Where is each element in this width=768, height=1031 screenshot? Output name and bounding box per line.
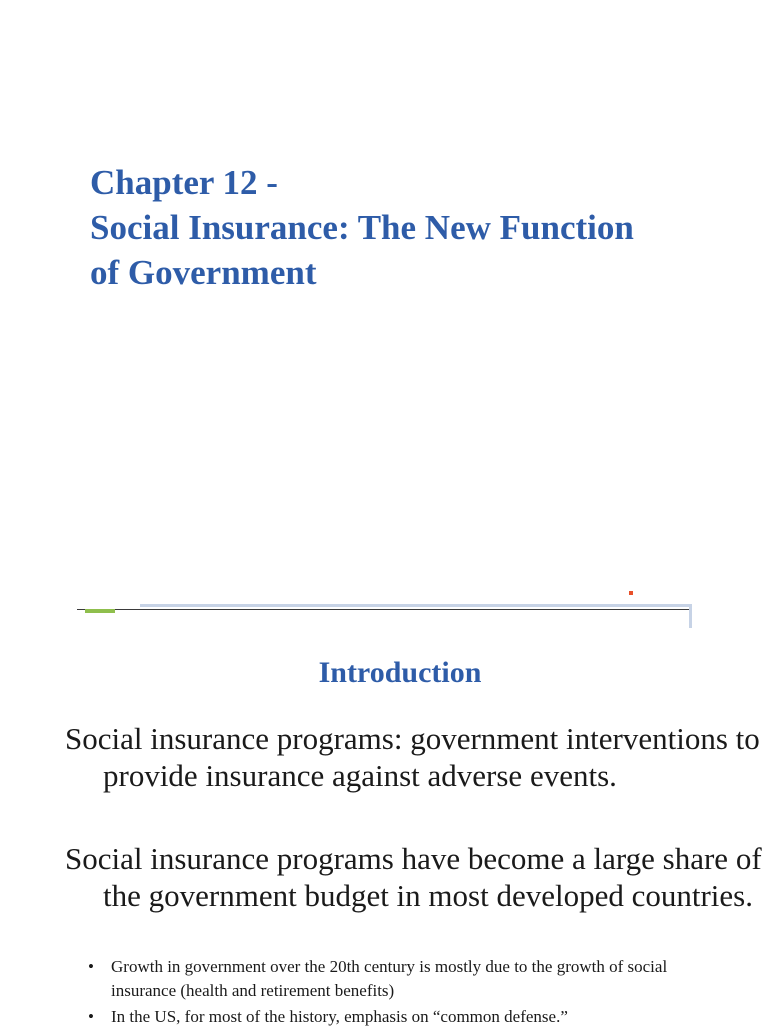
title-line: of Government [90,253,317,292]
slide-divider-accent [85,609,115,613]
body-paragraph: Social insurance programs have become a large share of the government budget in most developed countries. [65,841,762,913]
slide-divider-tick [689,606,692,628]
slide-divider-line [77,609,691,610]
body-paragraph: Social insurance programs: government interventions to provide insurance against adverse events. [65,721,760,793]
bullet-list [88,955,728,1031]
title-line: Chapter 12 - [90,163,278,202]
section-heading: Introduction [318,656,482,689]
bullet-item [88,955,728,1003]
bullet-marker: • [88,1007,94,1026]
title-line: Social Insurance: The New Function [90,208,634,247]
slide-marker-dot [629,591,633,595]
bullet-marker: • [88,957,94,976]
bullet-text: Growth in government over the 20th century is mostly due to the growth of social insurance (health and retirement benefits) [111,957,668,1000]
bullet-text: In the US, for most of the history, emphasis on “common defense.” [111,1007,568,1026]
slide-title [90,160,730,295]
slide-divider-light [140,604,692,607]
bullet-item [88,1005,728,1029]
